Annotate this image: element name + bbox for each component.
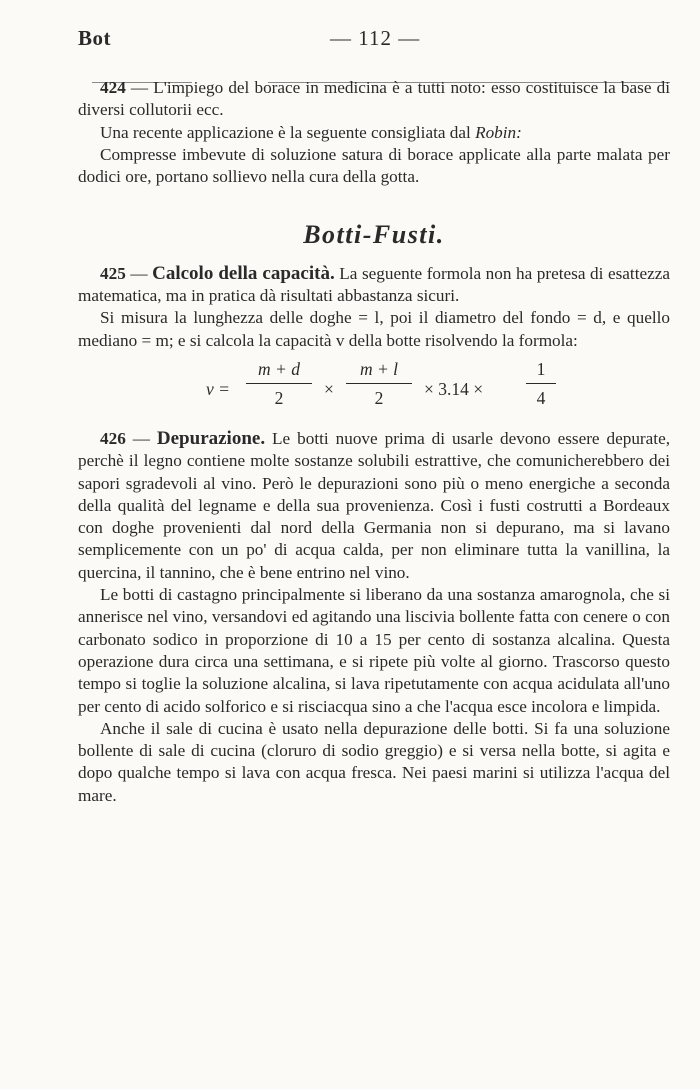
formula [78,358,670,420]
paragraph-text: La seguente formola non ha pretesa di esattezza matematica, ma in pratica dà risultati abbastanza sicuri. [78,263,670,306]
paragraph-text: Una recente applicazione è la seguente consigliata dal [100,122,476,142]
paragraph-426 [78,428,670,584]
entry-dash: — [125,263,153,283]
entry-dash: — [125,428,157,448]
page-body [78,77,670,807]
author-name: Robin: [475,122,522,142]
entry-number: 424 [100,78,126,97]
fraction-3 [526,358,556,409]
paragraph-424-c [78,144,670,189]
entry-subhead: Calcolo della capacità. [152,262,335,284]
section-title: Botti-Fusti. [303,220,445,250]
paragraph-424 [78,77,670,122]
formula-times-pi: × 3.14 × [424,378,484,399]
formula-lhs: v = [206,378,230,399]
fraction-2-numerator: m + l [359,358,399,379]
paragraph-426-b [78,584,670,718]
entry-number: 425 [100,263,126,283]
entry-number: 426 [100,428,126,448]
fraction-1 [246,358,312,409]
paragraph-text: Le botti nuove prima di usarle devono essere depurate, perchè il legno contiene molte sostanze solubili estrattive, che comunicherebbero dei sapori sgradevoli al vino. Però le depurazioni sono più o meno energiche a seconda della qualità del legname e della sua provenienza. Così i fusti costrutti a Bordeaux con doghe provenienti dal nord della Germania non si depurano, ma si lavano semplicemente con un po' di acqua calda, per non eliminare tutta la vanillina, la quercina, il tannino, che è bene entrino nel vino. [78,428,670,582]
paragraph-text: Si misura la lunghezza delle doghe = l, poi il diametro del fondo = d, e quello mediano = m; e si calcola la capacità v della botte risolvendo la formola: [78,308,670,350]
paragraph-text: Compresse imbevute di soluzione satura di borace applicate alla parte malata per dodici ore, portano sollievo nella cura della gotta. [78,144,670,187]
paragraph-text: Anche il sale di cucina è usato nella depurazione delle botti. Si fa una soluzione bollente di sale di cucina (cloruro di sodio greggio) e si versa nella botte, si agita e dopo qualche tempo si lava con acqua fresca. Nei paesi marini si utilizza l'acqua del mare. [78,718,670,805]
fraction-2-denominator: 2 [374,387,384,408]
formula-times: × [324,378,334,399]
paragraph-text: Le botti di castagno principalmente si liberano da una sostanza amarognola, che si annerisce nel vino, versandovi ed agitando una liscivia bollente fatta con cenere o con carbonato sodico in proporzione di 10 a 15 per cento di sostanza alcalina. Questa operazione dura circa una settimana, e si ripete più volte al giorno. Trascorso questo tempo si toglie la soluzione alcalina, si lava ripetutamente con acqua acidulata all'uno per cento di acido solforico e si risciacqua sino a che l'acqua esce incolora e limpida. [78,585,670,716]
page-number: — 112 — [330,26,421,50]
paragraph-426-c [78,718,670,807]
paragraph-425 [78,263,670,308]
fraction-2 [346,358,412,409]
page-header [78,26,670,60]
paragraph-text: — L'impiego del borace in medicina è a tutti noto: esso costituisce la base di diversi collutorii ecc. [78,78,670,120]
fraction-1-numerator: m + d [258,358,300,379]
fraction-1-denominator: 2 [274,387,284,408]
entry-subhead: Depurazione. [156,427,266,449]
fraction-3-denominator: 4 [536,387,546,408]
running-head: Bot [78,26,111,50]
paragraph-424-b [78,122,670,144]
fraction-3-numerator: 1 [536,358,546,379]
paragraph-425-b [78,307,670,352]
